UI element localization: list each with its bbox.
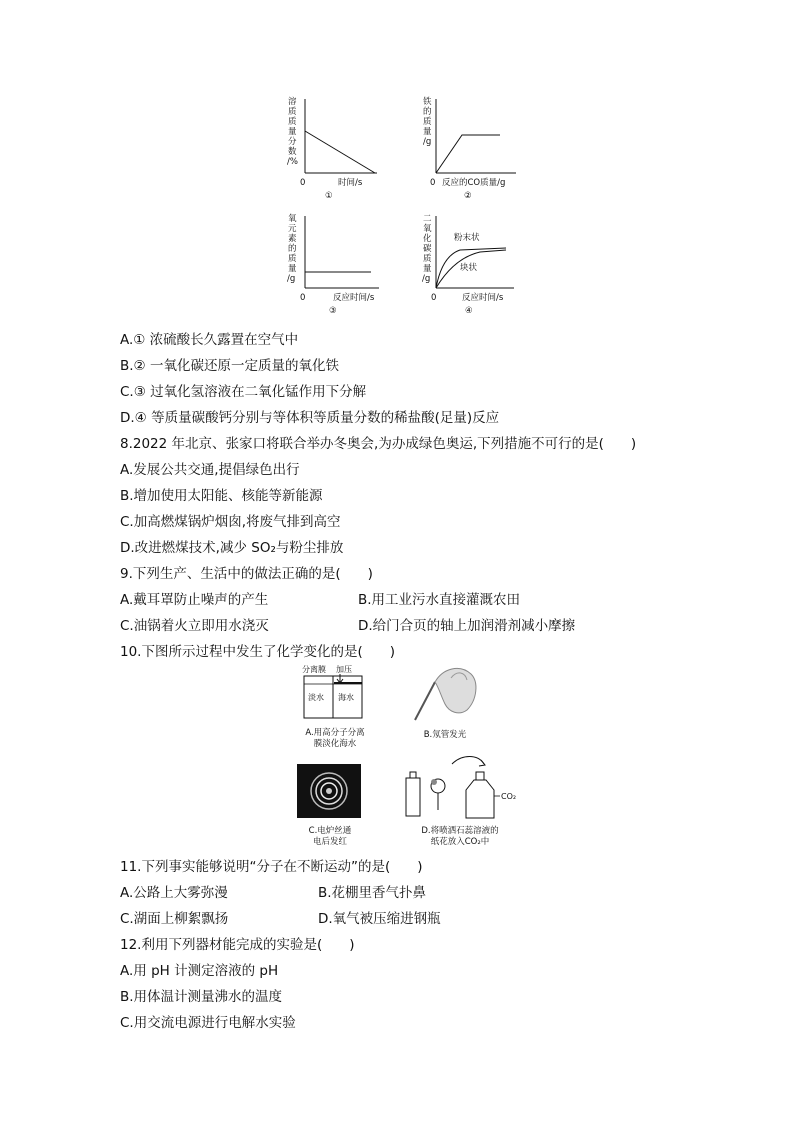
svg-text:加压: 加压 [336, 665, 352, 674]
q10-figure-a [300, 664, 370, 724]
graph-2 [420, 95, 530, 203]
q8-option-b: B.增加使用太阳能、核能等新能源 [120, 488, 323, 504]
graph-4 [420, 212, 530, 318]
svg-text:的: 的 [288, 244, 297, 254]
svg-text:氧: 氧 [423, 224, 432, 234]
svg-text:质: 质 [423, 254, 432, 264]
graph-2-line [436, 135, 500, 173]
svg-text:量: 量 [288, 127, 297, 137]
svg-text:质: 质 [288, 254, 297, 264]
q11-option-d: D.氧气被压缩进钢瓶 [318, 911, 441, 927]
q9-option-a: A.戴耳罩防止噪声的产生 [120, 592, 269, 608]
q11-option-c: C.湖面上柳絮飘扬 [120, 911, 229, 927]
q9-option-b: B.用工业污水直接灌溉农田 [358, 592, 521, 608]
svg-text:元: 元 [288, 224, 297, 234]
svg-text:/g: /g [422, 274, 431, 284]
svg-text:④: ④ [465, 306, 473, 316]
q11-option-b: B.花棚里香气扑鼻 [318, 885, 427, 901]
q11-stem: 11.下列事实能够说明“分子在不断运动”的是( ) [120, 859, 423, 875]
graph-3-ylabel [287, 213, 297, 284]
q10-figure-d [402, 750, 522, 822]
svg-text:0: 0 [300, 293, 306, 303]
svg-text:量: 量 [423, 264, 432, 274]
svg-text:溶: 溶 [288, 97, 297, 107]
svg-text:质: 质 [288, 117, 297, 127]
q8-option-c: C.加高燃煤锅炉烟囱,将废气排到高空 [120, 514, 341, 530]
q10-caption-a: A.用高分子分离 膜淡化海水 [305, 728, 365, 749]
svg-text:数: 数 [288, 147, 297, 157]
svg-text:碳: 碳 [423, 244, 432, 254]
svg-text:/g: /g [287, 274, 296, 284]
svg-text:分: 分 [288, 137, 297, 147]
q7-option-b: B.② 一氧化碳还原一定质量的氧化铁 [120, 358, 339, 374]
svg-text:量: 量 [288, 264, 297, 274]
svg-text:0: 0 [300, 178, 306, 188]
svg-text:反应时间/s: 反应时间/s [333, 293, 375, 303]
svg-text:0: 0 [430, 178, 436, 188]
svg-text:②: ② [464, 191, 472, 201]
svg-text:淡水: 淡水 [308, 693, 324, 702]
graph-1-line [305, 131, 375, 173]
q10-figure-c [297, 764, 361, 818]
graph-3 [285, 212, 395, 318]
q10-stem: 10.下图所示过程中发生了化学变化的是( ) [120, 644, 396, 660]
svg-text:质: 质 [288, 107, 297, 117]
svg-text:化: 化 [423, 234, 432, 244]
svg-text:①: ① [325, 191, 333, 201]
q10-figure-b [405, 660, 485, 725]
svg-text:反应时间/s: 反应时间/s [462, 293, 504, 303]
svg-text:/g: /g [423, 137, 432, 147]
q12-option-b: B.用体温计测量沸水的温度 [120, 989, 283, 1005]
svg-text:反应的CO质量/g: 反应的CO质量/g [442, 178, 506, 188]
svg-text:0: 0 [431, 293, 437, 303]
q9-option-c: C.油锅着火立即用水浇灭 [120, 618, 269, 634]
q8-option-d: D.改进燃煤技术,减少 SO₂与粉尘排放 [120, 540, 344, 556]
q12-option-c: C.用交流电源进行电解水实验 [120, 1015, 296, 1031]
q9-stem: 9.下列生产、生活中的做法正确的是( ) [120, 566, 373, 582]
svg-text:量: 量 [423, 127, 432, 137]
svg-text:③: ③ [329, 306, 337, 316]
svg-text:二: 二 [423, 214, 432, 224]
svg-text:海水: 海水 [338, 693, 354, 702]
q12-option-a: A.用 pH 计测定溶液的 pH [120, 963, 279, 979]
svg-text:铁: 铁 [423, 97, 432, 107]
svg-text:的: 的 [423, 107, 432, 117]
q10-caption-b: B.氖管发光 [423, 730, 467, 740]
graph-2-ylabel [423, 96, 432, 147]
q10-caption-c: C.电炉丝通 电后发红 [308, 826, 352, 847]
svg-text:素: 素 [288, 234, 297, 244]
q9-option-d: D.给门合页的轴上加润滑剂减小摩擦 [358, 618, 576, 634]
q10-caption-d: D.将喷洒石蕊溶液的 纸花放入CO₂中 [421, 826, 499, 847]
svg-text:/%: /% [287, 157, 298, 167]
q7-option-c: C.③ 过氧化氢溶液在二氧化锰作用下分解 [120, 384, 367, 400]
svg-text:分离膜: 分离膜 [302, 665, 326, 674]
q8-stem: 8.2022 年北京、张家口将联合举办冬奥会,为办成绿色奥运,下列措施不可行的是( ) [120, 436, 637, 452]
q7-option-d: D.④ 等质量碳酸钙分别与等体积等质量分数的稀盐酸(足量)反应 [120, 410, 500, 426]
graph-1-ylabel [287, 96, 298, 167]
svg-text:时间/s: 时间/s [338, 178, 363, 188]
graph-4-ylabel [422, 214, 432, 284]
q7-option-a: A.① 浓硫酸长久露置在空气中 [120, 332, 299, 348]
graph-1 [285, 95, 395, 203]
svg-text:CO₂: CO₂ [501, 792, 517, 801]
svg-text:氧: 氧 [288, 214, 297, 224]
q11-option-a: A.公路上大雾弥漫 [120, 885, 228, 901]
svg-text:块状: 块状 [460, 263, 478, 273]
svg-text:粉末状: 粉末状 [454, 233, 480, 243]
svg-text:质: 质 [423, 117, 432, 127]
q8-option-a: A.发展公共交通,提倡绿色出行 [120, 462, 300, 478]
q12-stem: 12.利用下列器材能完成的实验是( ) [120, 937, 355, 953]
